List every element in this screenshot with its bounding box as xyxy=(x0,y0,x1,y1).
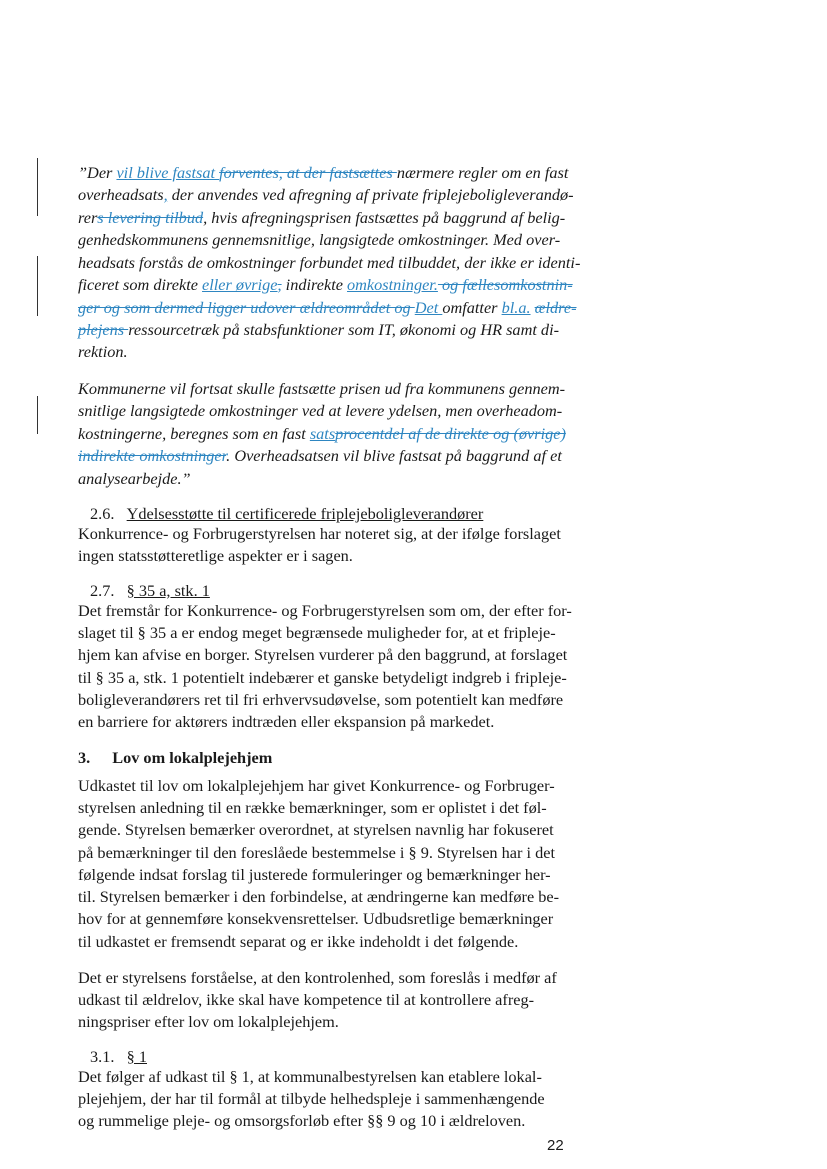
body-line: udkast til ældrelov, ikke skal have kompetence til at kontrollere afreg- xyxy=(78,990,535,1009)
body-line: Konkurrence- og Forbrugerstyrelsen har noteret sig, at der ifølge forslaget xyxy=(78,524,561,543)
body-line: følgende indsat forslag til justerede formuleringer og bemærkninger her- xyxy=(78,865,551,884)
inserted-text: vil blive fastsat xyxy=(116,163,220,182)
body-line: til. Styrelsen bemærker i den forbindelse, at ændringerne kan medføre be- xyxy=(78,887,560,906)
inserted-text: bl.a. xyxy=(501,298,531,317)
section-title: § 1 xyxy=(126,1047,147,1066)
body-line: hjem kan afvise en borger. Styrelsen vurderer på den baggrund, at forslaget xyxy=(78,645,568,664)
quote-line: analysearbejde.” xyxy=(78,469,191,488)
quote-line: rers levering tilbud, hvis afregningsprisen fastsættes på baggrund af belig- xyxy=(78,208,566,227)
change-bar xyxy=(37,158,38,216)
change-bar xyxy=(37,396,38,434)
deleted-text: procentdel af de direkte og (øvrige) xyxy=(335,424,566,443)
body-line: Det er styrelsens forståelse, at den kontrolenhed, som foreslås i medfør af xyxy=(78,968,557,987)
quote-line: overheadsats, der anvendes ved afregning af private friplejeboligleverandø- xyxy=(78,185,574,204)
deleted-text: forventes, at der fastsættes xyxy=(219,163,397,182)
section-number: 2.7. xyxy=(90,581,115,600)
inserted-text: Det xyxy=(414,298,443,317)
section-title: Ydelsesstøtte til certificerede friplejeboligleverandører xyxy=(126,504,484,523)
body-line: ningspriser efter lov om lokalplejehjem. xyxy=(78,1012,339,1031)
quote-line: snitlige langsigtede omkostninger ved at levere ydelsen, men overheadom- xyxy=(78,401,563,420)
section-title: § 35 a, stk. 1 xyxy=(126,581,210,600)
deleted-text: ger og som dermed ligger udover ældreområdet og xyxy=(78,298,415,317)
section-heading-2-7 xyxy=(90,581,210,602)
body-line: en barriere for aktørers indtræden eller ekspansion på markedet. xyxy=(78,712,495,731)
section-number: 3. xyxy=(78,748,91,767)
deleted-text: og fællesomkostnin- xyxy=(437,275,573,294)
quote-line: genhedskommunens gennemsnitlige, langsigtede omkostninger. Med over- xyxy=(78,230,561,249)
deleted-text: s levering tilbud xyxy=(97,208,204,227)
deleted-text: indirekte omkostninger xyxy=(78,446,227,465)
body-line: hov for at gennemføre konsekvensrettelser. Udbudsretlige bemærkninger xyxy=(78,909,554,928)
inserted-text: , xyxy=(163,185,168,204)
deleted-text: , xyxy=(277,275,282,294)
body-line: og rummelige pleje- og omsorgsforløb efter §§ 9 og 10 i ældreloven. xyxy=(78,1111,526,1130)
deleted-text: plejens xyxy=(78,320,129,339)
body-line: slaget til § 35 a er endog meget begrænsede muligheder for, at et fripleje- xyxy=(78,623,556,642)
section-number: 2.6. xyxy=(90,504,115,523)
section-title: Lov om lokalplejehjem xyxy=(112,748,273,767)
body-line: på bemærkninger til den foreslåede bestemmelse i § 9. Styrelsen har i det xyxy=(78,843,555,862)
quote-line: ”Der vil blive fastsat forventes, at der fastsættes nærmere regler om en fast xyxy=(78,163,569,182)
body-line: gende. Styrelsen bemærker overordnet, at styrelsen navnlig har fokuseret xyxy=(78,820,554,839)
section-heading-2-6 xyxy=(90,504,483,525)
quote-line: headsats forstås de omkostninger forbundet med tilbuddet, der ikke er identi- xyxy=(78,253,581,272)
body-line: til udkastet er fremsendt separat og er ikke indeholdt i det følgende. xyxy=(78,932,519,951)
quote-line: ficeret som direkte eller øvrige, indirekte omkostninger. og fællesomkostnin- xyxy=(78,275,573,294)
inserted-text: omkostninger. xyxy=(347,275,438,294)
quote-line: rektion. xyxy=(78,342,128,361)
body-line: boligleverandørers ret til fri erhvervsudøvelse, som potentielt kan medføre xyxy=(78,690,564,709)
quote-line: ger og som dermed ligger udover ældreområdet og Det omfatter bl.a. ældre- xyxy=(78,298,577,317)
change-bar xyxy=(37,256,38,316)
quote-line: kostningerne, beregnes som en fast satsprocentdel af de direkte og (øvrige) xyxy=(78,424,566,443)
section-number: 3.1. xyxy=(90,1047,115,1066)
inserted-text: sats xyxy=(309,424,336,443)
quote-line: indirekte omkostninger. Overheadsatsen vil blive fastsat på baggrund af et xyxy=(78,446,562,465)
page-number: 22 xyxy=(547,1137,564,1154)
inserted-text: eller øvrige xyxy=(202,275,278,294)
body-line: styrelsen anledning til en række bemærkninger, som er oplistet i det føl- xyxy=(78,798,547,817)
quote-line: plejens ressourcetræk på stabsfunktioner som IT, økonomi og HR samt di- xyxy=(78,320,560,339)
body-line: Det fremstår for Konkurrence- og Forbrugerstyrelsen som om, der efter for- xyxy=(78,601,572,620)
section-heading-3-1 xyxy=(90,1047,147,1068)
quote-line: Kommunerne vil fortsat skulle fastsætte prisen ud fra kommunens gennem- xyxy=(78,379,566,398)
body-line: ingen statsstøtteretlige aspekter er i sagen. xyxy=(78,546,353,565)
deleted-text: ældre- xyxy=(534,298,577,317)
section-heading-3 xyxy=(78,748,272,769)
body-line: Udkastet til lov om lokalplejehjem har givet Konkurrence- og Forbruger- xyxy=(78,776,555,795)
body-line: plejehjem, der har til formål at tilbyde helhedspleje i sammenhængende xyxy=(78,1089,545,1108)
body-line: Det følger af udkast til § 1, at kommunalbestyrelsen kan etablere lokal- xyxy=(78,1067,542,1086)
body-line: til § 35 a, stk. 1 potentielt indebærer et ganske betydeligt indgreb i fripleje- xyxy=(78,668,567,687)
